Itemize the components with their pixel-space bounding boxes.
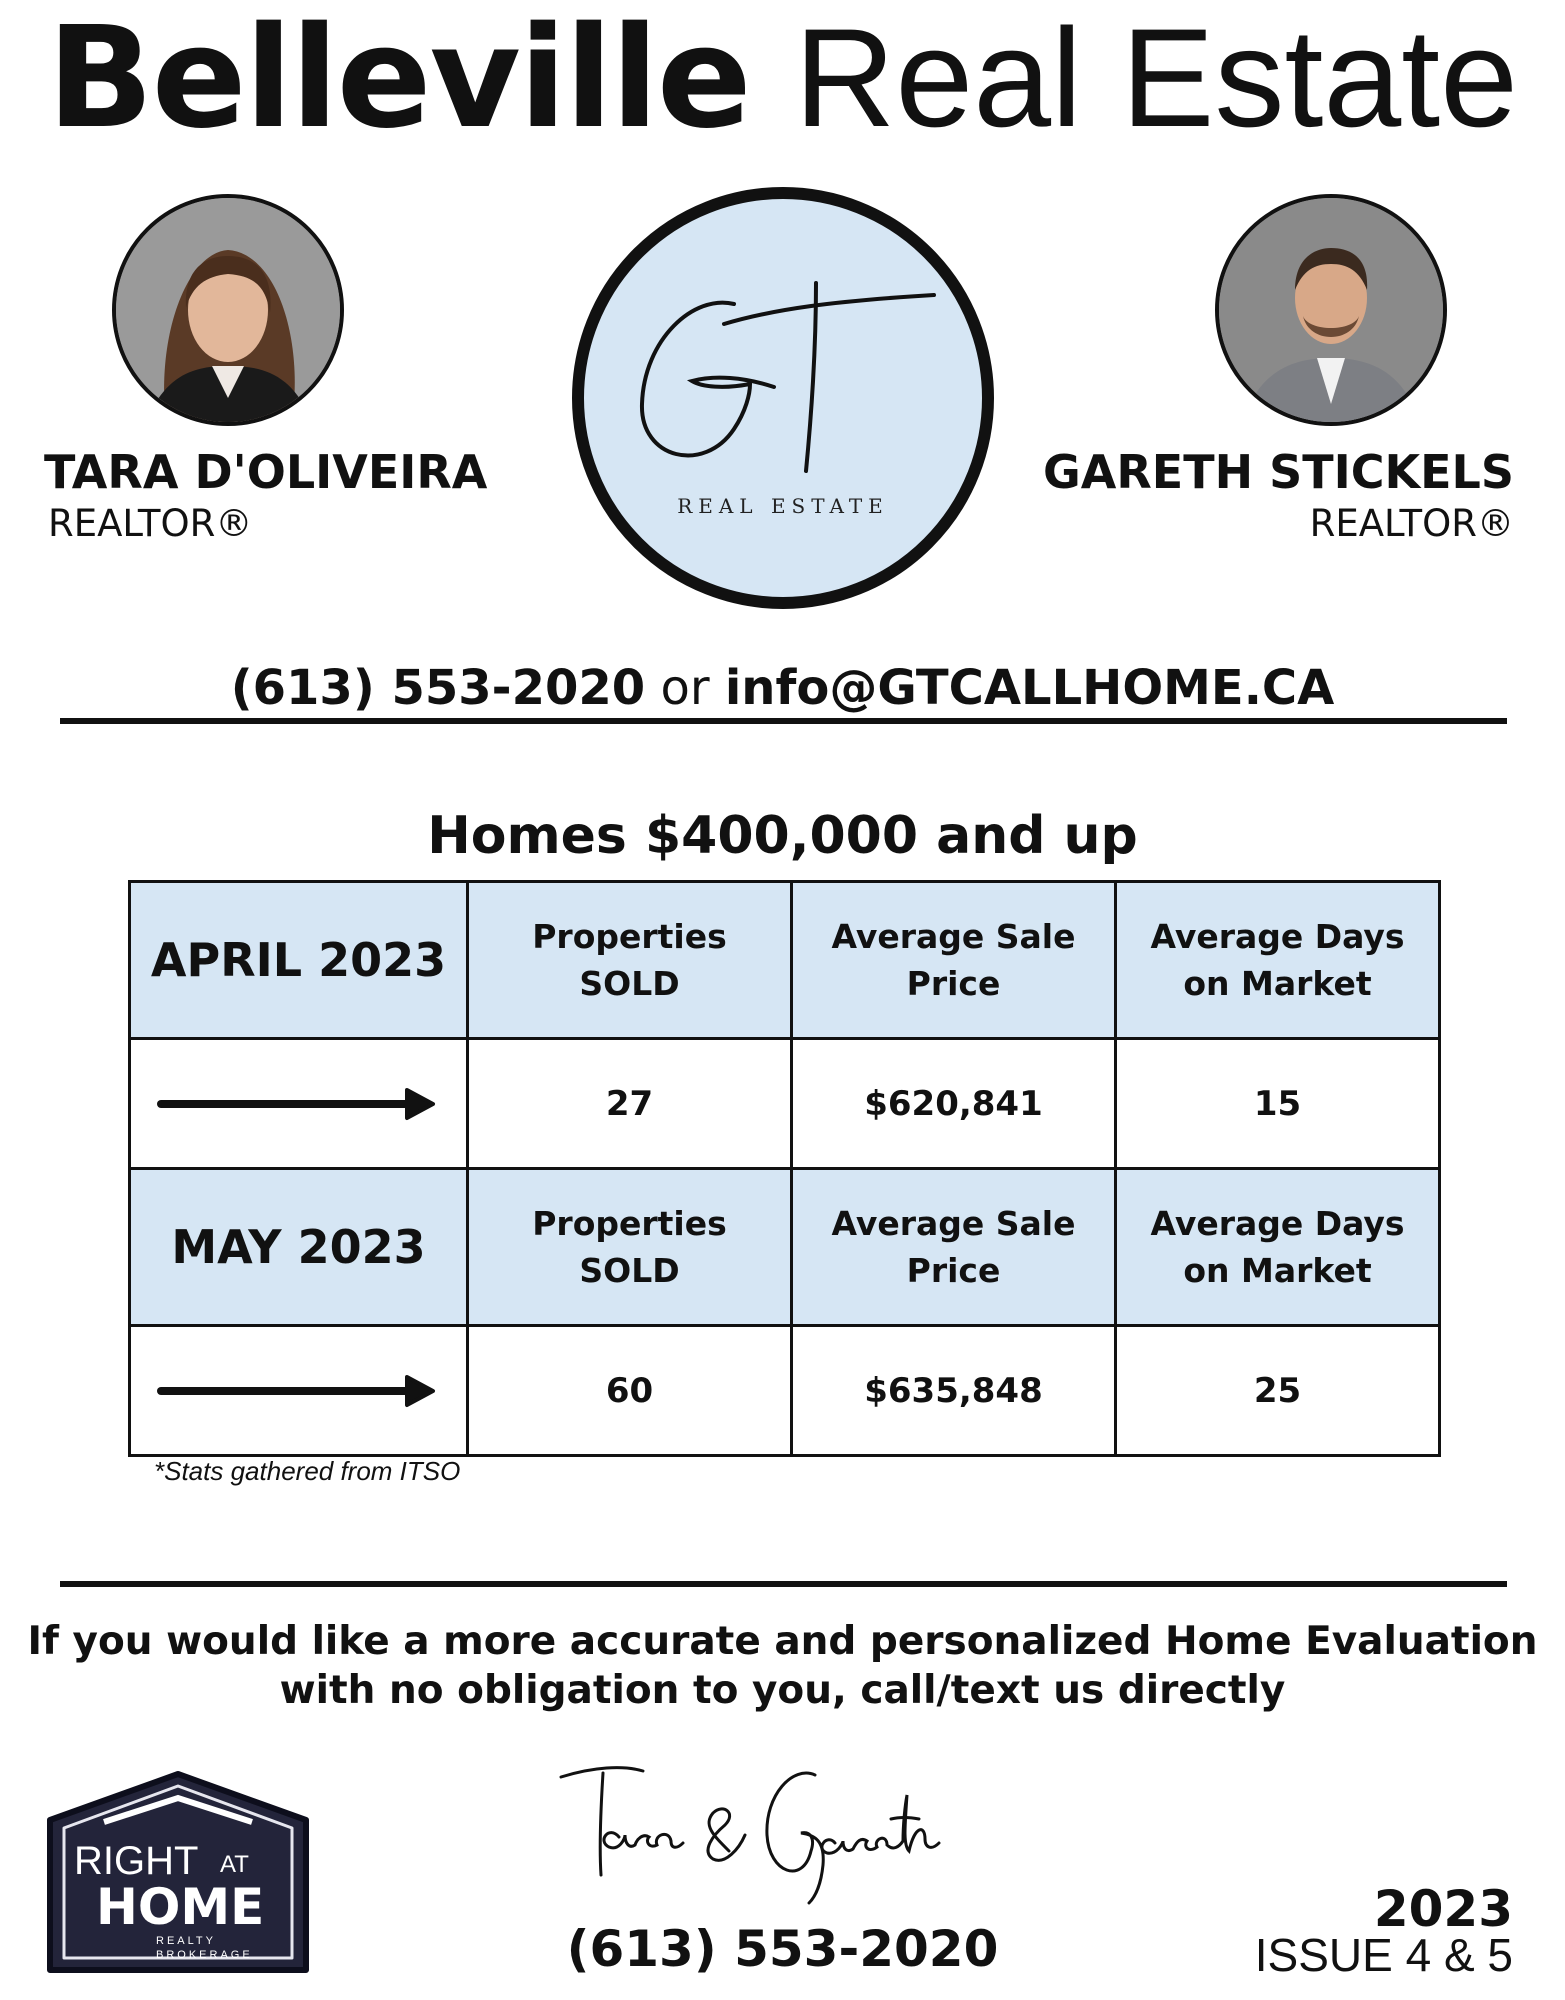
title-bold: Belleville (46, 0, 750, 160)
arrow-right-icon (157, 1084, 441, 1124)
arrow-cell (130, 1039, 468, 1169)
brokerage-line2: HOME (96, 1878, 265, 1936)
contact-email[interactable]: info@GTCALLHOME.CA (724, 660, 1335, 716)
month-cell (130, 1169, 468, 1326)
cta-line-1: If you would like a more accurate and personalized Home Evaluation (27, 1619, 1538, 1664)
footer-phone[interactable]: (613) 553-2020 (566, 1920, 999, 1978)
col-head-days: Average Days on Market (1116, 1169, 1440, 1326)
table-row-values-may (130, 1326, 1440, 1456)
agent-role-right: REALTOR® (1309, 502, 1514, 545)
page-title (0, 0, 1565, 160)
col-head-sold: Properties SOLD (468, 1169, 792, 1326)
title-light: Real Estate (794, 0, 1518, 156)
issue-year: 2023 (1373, 1880, 1513, 1938)
brokerage-line4: BROKERAGE (156, 1949, 253, 1961)
value-price-may: $635,848 (792, 1326, 1116, 1456)
issue-number: ISSUE 4 & 5 (1254, 1929, 1513, 1981)
cta-line-2: with no obligation to you, call/text us directly (279, 1668, 1286, 1713)
stats-table (128, 880, 1441, 1457)
gt-real-estate-logo (572, 187, 994, 609)
arrow-cell (130, 1326, 468, 1456)
value-days-april: 15 (1116, 1039, 1440, 1169)
col-head-days: Average Days on Market (1116, 882, 1440, 1039)
value-sold-may: 60 (468, 1326, 792, 1456)
agent-name-left: TARA D'OLIVEIRA (44, 445, 488, 499)
value-days-may: 25 (1116, 1326, 1440, 1456)
divider-top (60, 718, 1507, 724)
agent-photo-gareth (1215, 194, 1447, 426)
call-to-action (0, 1617, 1565, 1715)
col-head-sold: Properties SOLD (468, 882, 792, 1039)
contact-phone[interactable]: (613) 553-2020 (230, 660, 646, 716)
col-head-price: Average Sale Price (792, 882, 1116, 1039)
contact-line (0, 660, 1565, 716)
month-label-may: MAY 2023 (171, 1220, 426, 1274)
month-label-april: APRIL 2023 (150, 933, 447, 987)
arrow-right-icon (157, 1371, 441, 1411)
signature (553, 1755, 973, 1905)
brokerage-line1: RIGHT (74, 1839, 199, 1883)
brokerage-line3: REALTY (156, 1935, 216, 1947)
agent-photo-tara (112, 194, 344, 426)
agent-role-left: REALTOR® (48, 502, 253, 545)
value-sold-april: 27 (468, 1039, 792, 1169)
portrait-man-icon (1219, 198, 1443, 422)
logo-subtitle: REAL ESTATE (677, 494, 889, 518)
month-cell (130, 882, 468, 1039)
col-head-price: Average Sale Price (792, 1169, 1116, 1326)
table-row-header-may (130, 1169, 1440, 1326)
gt-monogram-icon (584, 199, 982, 597)
value-price-april: $620,841 (792, 1039, 1116, 1169)
table-row-values-april (130, 1039, 1440, 1169)
portrait-woman-icon (116, 198, 340, 422)
table-row-header-april (130, 882, 1440, 1039)
agent-name-right: GARETH STICKELS (1043, 445, 1514, 499)
stats-source-note: *Stats gathered from ITSO (154, 1456, 461, 1486)
contact-separator: or (660, 660, 710, 716)
divider-bottom (60, 1581, 1507, 1587)
handwritten-signature-icon (553, 1755, 973, 1905)
stats-heading: Homes $400,000 and up (427, 806, 1138, 866)
brokerage-at: AT (220, 1851, 249, 1878)
